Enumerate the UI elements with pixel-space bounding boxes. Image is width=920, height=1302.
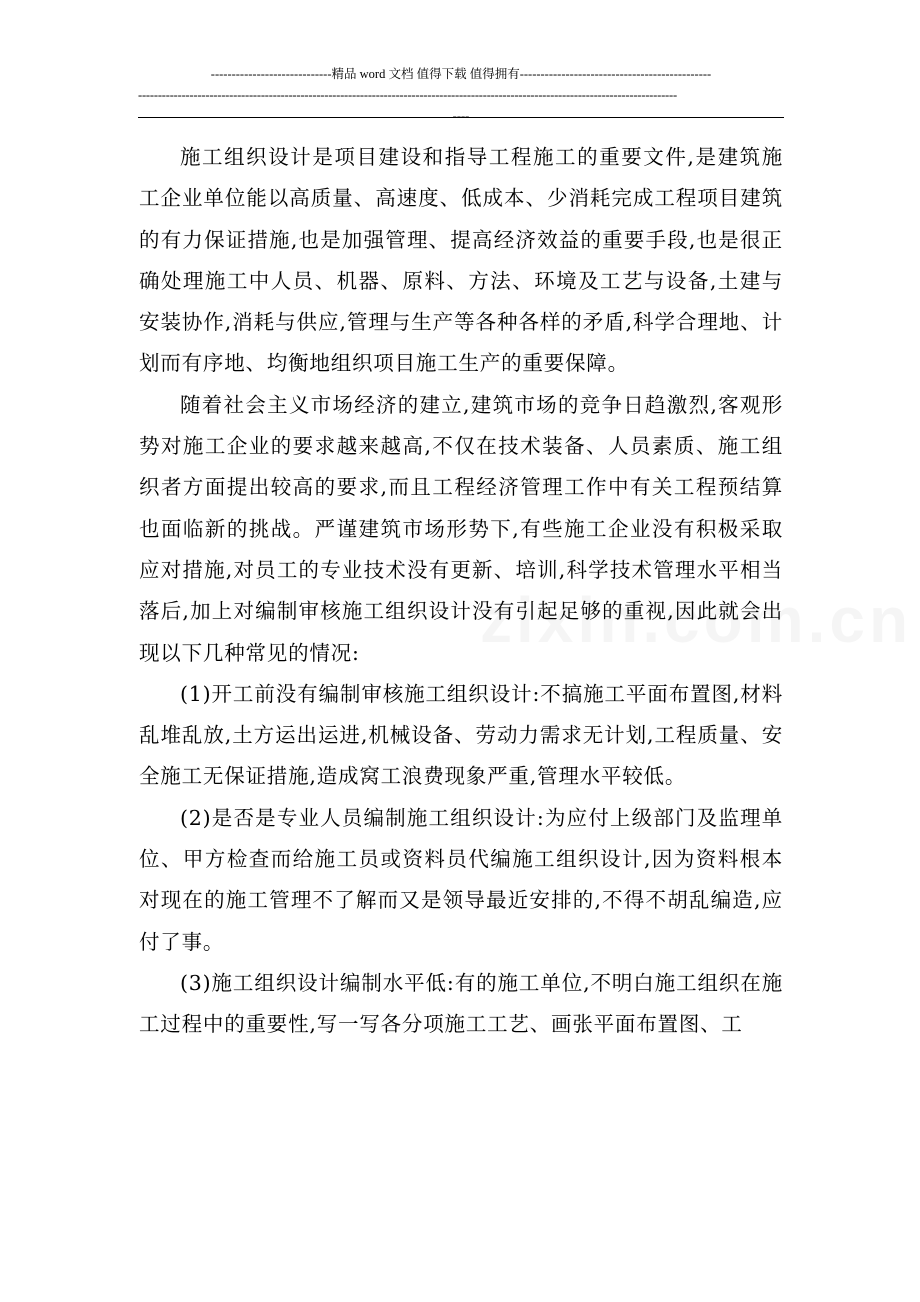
document-body — [139, 137, 783, 1046]
paragraph-item-1: (1)开工前没有编制审核施工组织设计:不搞施工平面布置图,材料乱堆乱放,土方运出运进,机械设备、劳动力需求无计划,工程质量、安全施工无保证措施,造成窝工浪费现象严重,管理水平较低。 — [139, 681, 783, 789]
header-dash-line: ---------------------------------------------------------------------------------------------------------------------------------------- — [138, 88, 677, 102]
paragraph-item-2: (2)是否是专业人员编制施工组织设计:为应付上级部门及监理单位、甲方检查而给施工员或资料员代编施工组织设计,因为资料根本对现在的施工管理不了解而又是领导最近安排的,不得不胡乱编造,应付了事。 — [139, 805, 783, 954]
header-dash-tail: ---- — [452, 109, 470, 123]
paragraph-item-3: (3)施工组织设计编制水平低:有的施工单位,不明白施工组织在施工过程中的重要性,写一写各分项施工工艺、画张平面布置图、工 — [139, 970, 783, 1037]
header-banner-text: -----------------------------精品 word 文档 值得下载 值得拥有---------------------------------------------- — [210, 67, 712, 81]
paragraph-market: 随着社会主义市场经济的建立,建筑市场的竞争日趋激烈,客观形势对施工企业的要求越来越高,不仅在技术装备、人员素质、施工组织者方面提出较高的要求,而且工程经济管理工作中有关工程预结算也面临新的挑战。严谨建筑市场形势下,有些施工企业没有积极采取应对措施,对员工的专业技术没有更新、培训,科学技术管理水平相当落后,加上对编制审核施工组织设计没有引起足够的重视,因此就会出现以下几种常见的情况: — [139, 392, 783, 665]
paragraph-intro: 施工组织设计是项目建设和指导工程施工的重要文件,是建筑施工企业单位能以高质量、高速度、低成本、少消耗完成工程项目建筑的有力保证措施,也是加强管理、提高经济效益的重要手段,也是很正确处理施工中人员、机器、原料、方法、环境及工艺与设备,土建与安装协作,消耗与供应,管理与生产等各种各样的矛盾,科学合理地、计划而有序地、均衡地组织项目施工生产的重要保障。 — [139, 145, 783, 376]
header-rule — [138, 117, 784, 118]
